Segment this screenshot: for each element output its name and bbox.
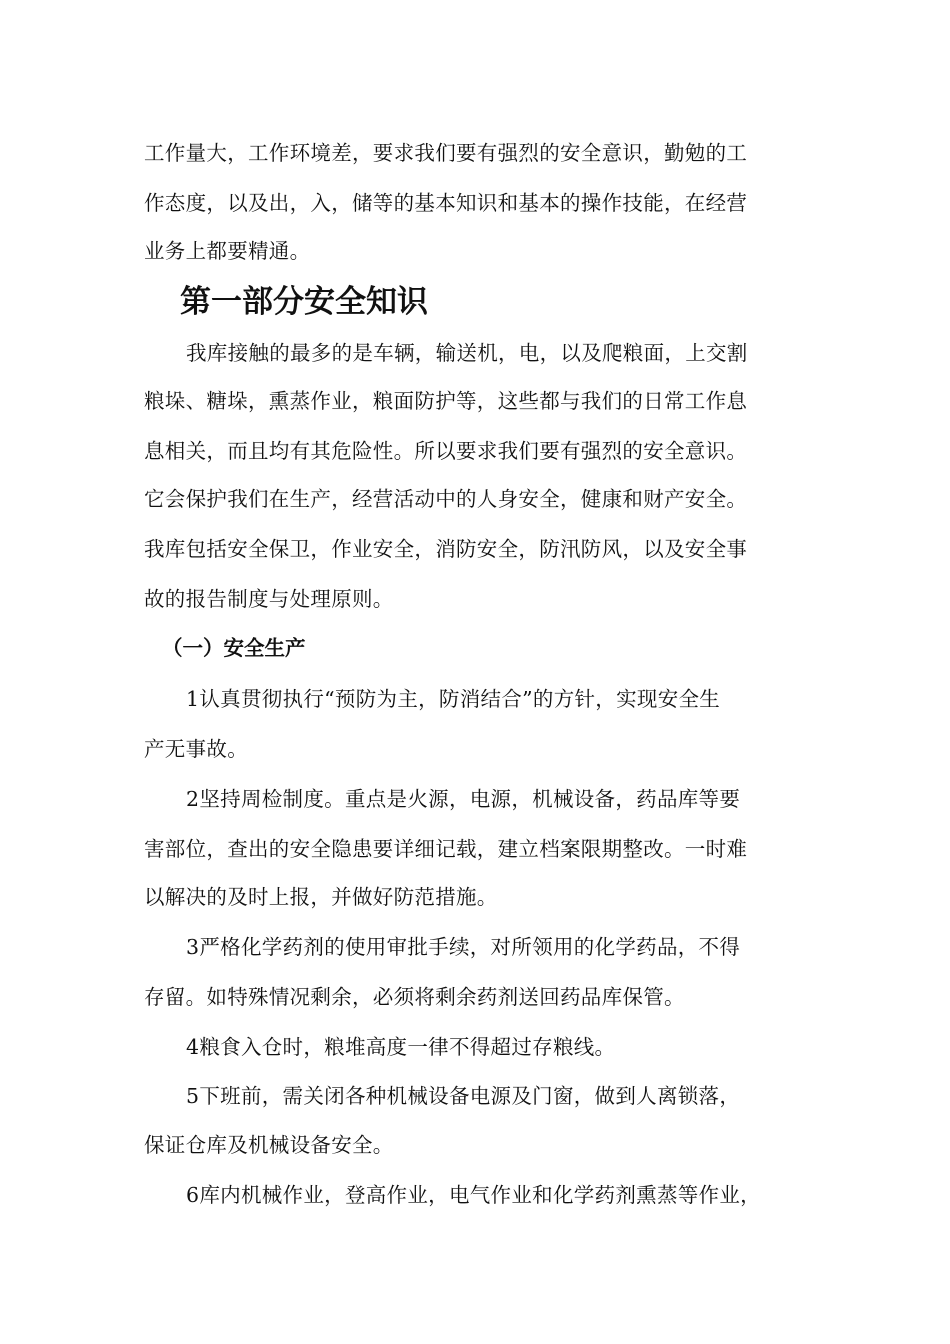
text-line: 故的报告制度与处理原则。 bbox=[144, 587, 394, 611]
text-line: 保证仓库及机械设备安全。 bbox=[144, 1133, 394, 1157]
text-line: 4粮食入仓时，粮堆高度一律不得超过存粮线。 bbox=[186, 1035, 616, 1059]
subsection-heading: （一）安全生产 bbox=[162, 636, 306, 660]
text-line: 工作量大，工作环境差，要求我们要有强烈的安全意识，勤勉的工 bbox=[144, 141, 748, 165]
text-line: 产无事故。 bbox=[144, 737, 248, 761]
text-line: 业务上都要精通。 bbox=[144, 239, 311, 263]
text-line: 作态度，以及出，入，储等的基本知识和基本的操作技能，在经营 bbox=[144, 191, 748, 215]
text-line: 1认真贯彻执行“预防为主，防消结合”的方针，实现安全生 bbox=[186, 687, 721, 711]
text-line: 我库接触的最多的是车辆，输送机，电，以及爬粮面，上交割 bbox=[186, 341, 748, 365]
text-line: 6库内机械作业，登高作业，电气作业和化学药剂熏蒸等作业， bbox=[186, 1183, 761, 1207]
text-line: 害部位，查出的安全隐患要详细记载，建立档案限期整改。一时难 bbox=[144, 837, 748, 861]
text-line: 粮垛、糖垛，熏蒸作业，粮面防护等，这些都与我们的日常工作息 bbox=[144, 389, 748, 413]
text-line: 它会保护我们在生产，经营活动中的人身安全，健康和财产安全。 bbox=[144, 487, 748, 511]
text-line: 3严格化学药剂的使用审批手续，对所领用的化学药品，不得 bbox=[186, 935, 741, 959]
text-line: 5下班前，需关闭各种机械设备电源及门窗，做到人离锁落， bbox=[186, 1084, 741, 1108]
text-line: 2坚持周检制度。重点是火源，电源，机械设备，药品库等要 bbox=[186, 787, 741, 811]
section-heading: 第一部分安全知识 bbox=[180, 284, 428, 320]
text-line: 我库包括安全保卫，作业安全，消防安全，防汛防风，以及安全事 bbox=[144, 537, 748, 561]
text-line: 存留。如特殊情况剩余，必须将剩余药剂送回药品库保管。 bbox=[144, 985, 685, 1009]
text-line: 息相关，而且均有其危险性。所以要求我们要有强烈的安全意识。 bbox=[144, 439, 748, 463]
text-line: 以解决的及时上报，并做好防范措施。 bbox=[144, 885, 498, 909]
